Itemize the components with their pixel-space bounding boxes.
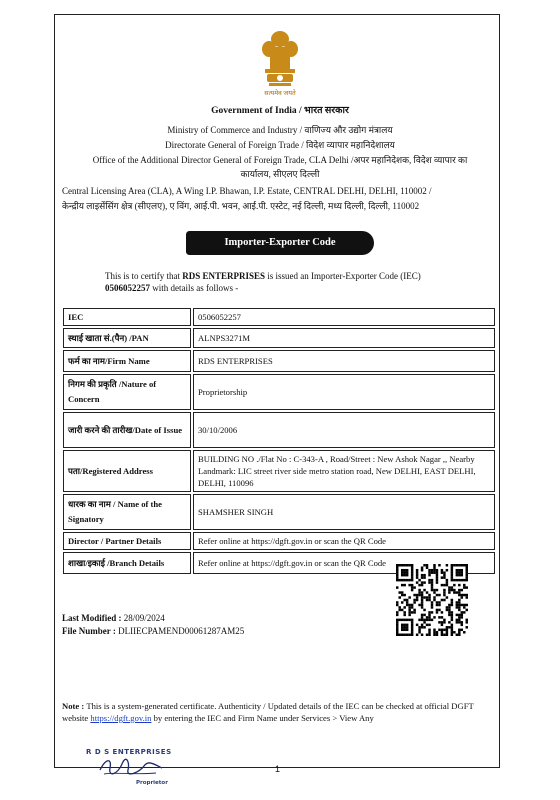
dgft-website-link[interactable]: https://dgft.gov.in — [90, 713, 152, 723]
table-row: फर्म का नाम/Firm Name RDS ENTERPRISES — [63, 350, 495, 372]
emblem-motto: सत्यमेव जयते — [264, 90, 296, 97]
ministry-line: Ministry of Commerce and Industry / वाणिज्य और उद्योग मंत्रालय — [167, 125, 393, 135]
national-emblem-icon — [255, 27, 305, 97]
iec-details-table — [61, 306, 497, 576]
footer-note: Note : This is a system-generated certificate. Authenticity / Updated details of the IEC can be checked at official DGFT website https://dgft.gov.in by entering the IEC and Firm Name under Services > View Any — [62, 701, 474, 723]
address-line-2: केन्द्रीय लाइसेंसिंग क्षेत्र (सीएलए), ए विंग, आई.पी. भवन, आई.पी. एस्टेट, नई दिल्ली, मध्य दिल्ली, दिल्ली, 110002 — [62, 201, 420, 211]
last-modified: Last Modified : 28/09/2024 — [62, 613, 165, 623]
table-row: जारी करने की तारीख/Date of Issue 30/10/2006 — [63, 412, 495, 448]
office-line-2: कार्यालय, सीएलए दिल्ली — [240, 169, 320, 179]
government-heading: Government of India / भारत सरकार — [211, 106, 349, 116]
directorate-line: Directorate General of Foreign Trade / विदेश व्यापार महानिदेशालय — [165, 140, 395, 150]
table-row: स्थाई खाता सं.(पैन) /PAN ALNPS3271M — [63, 328, 495, 348]
file-number: File Number : DLIIECPAMEND00061287AM25 — [62, 626, 245, 636]
certified-firm: RDS ENTERPRISES — [182, 271, 266, 281]
table-row: निगम की प्रकृति /Nature of Concern Proprietorship — [63, 374, 495, 410]
certified-iec: 0506052257 — [105, 283, 150, 293]
office-line-1: Office of the Additional Director General of Foreign Trade, CLA Delhi /अपर महानिदेशक, विदेश व्यापार का — [92, 155, 468, 165]
certification-statement: This is to certify that RDS ENTERPRISES is issued an Importer-Exporter Code (IEC) 0506052257 with details as follows - — [105, 271, 421, 293]
stamp-role: Proprietor — [136, 780, 168, 786]
table-row: पता/Registered Address BUILDING NO ./Flat No : C-343-A , Road/Street : New Ashok Nagar ,, Nearby Landmark: LIC street river side metro station road, New DELHI, EAST DELHI, DELHI, 110096 — [63, 450, 495, 492]
document-title: Importer-Exporter Code — [186, 231, 374, 255]
signature-icon — [96, 756, 166, 778]
proprietor-stamp: R D S ENTERPRISES — [86, 748, 172, 756]
table-row: शाखा/इकाई /Branch Details Refer online at https://dgft.gov.in or scan the QR Code — [63, 552, 495, 574]
qr-code-icon[interactable] — [396, 564, 468, 636]
address-line-1: Central Licensing Area (CLA), A Wing I.P. Bhawan, I.P. Estate, CENTRAL DELHI, DELHI, 110002 / — [62, 186, 432, 196]
table-row: Director / Partner Details Refer online at https://dgft.gov.in or scan the QR Code — [63, 532, 495, 550]
table-row: धारक का नाम / Name of the Signatory SHAMSHER SINGH — [63, 494, 495, 530]
page-number: 1 — [275, 764, 281, 774]
table-row: IEC 0506052257 — [63, 308, 495, 326]
